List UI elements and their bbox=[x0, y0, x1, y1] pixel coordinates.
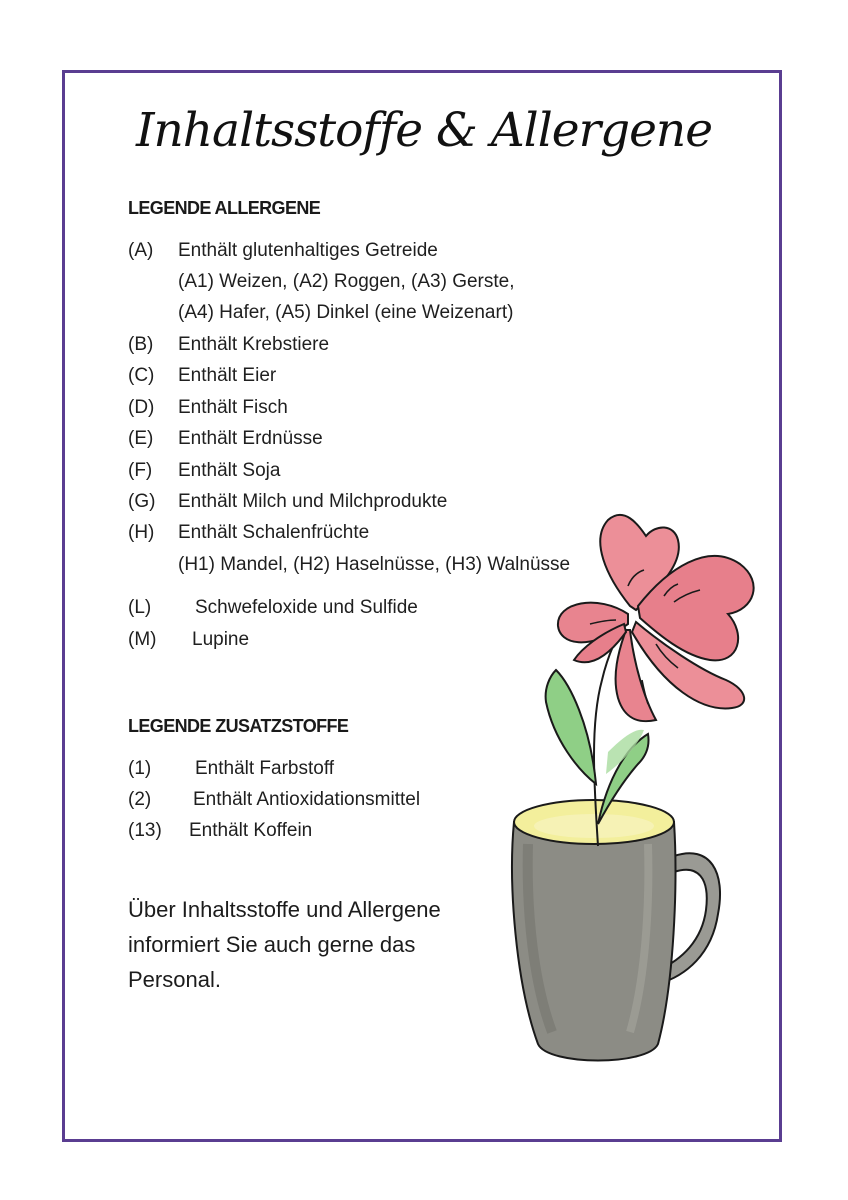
allergen-subtext: (A1) Weizen, (A2) Roggen, (A3) Gerste, bbox=[178, 271, 515, 292]
note-line: Personal. bbox=[128, 967, 221, 992]
allergen-text: Schwefeloxide und Sulfide bbox=[195, 597, 418, 618]
allergen-code: (M) bbox=[128, 629, 157, 650]
allergen-code: (B) bbox=[128, 334, 154, 355]
note-line: Über Inhaltsstoffe und Allergene bbox=[128, 897, 441, 922]
additive-code: (1) bbox=[128, 758, 152, 779]
additive-text: Enthält Farbstoff bbox=[195, 758, 335, 779]
allergen-subtext: (H1) Mandel, (H2) Haselnüsse, (H3) Walnüsse bbox=[178, 554, 571, 575]
additives-heading: LEGENDE ZUSATZSTOFFE bbox=[128, 716, 349, 736]
allergen-code: (L) bbox=[128, 597, 152, 618]
allergen-subtext: (A4) Hafer, (A5) Dinkel (eine Weizenart) bbox=[178, 302, 514, 323]
allergen-code: (D) bbox=[128, 397, 155, 418]
allergen-code: (F) bbox=[128, 460, 153, 481]
allergen-text: Lupine bbox=[192, 629, 250, 650]
allergen-text: Enthält Erdnüsse bbox=[178, 428, 323, 449]
note-line: informiert Sie auch gerne das bbox=[128, 932, 416, 957]
flower-petals bbox=[558, 515, 754, 721]
allergen-text: Enthält Eier bbox=[178, 365, 277, 386]
allergens-heading: LEGENDE ALLERGENE bbox=[128, 198, 321, 218]
additive-code: (13) bbox=[128, 820, 162, 841]
staff-info-note bbox=[128, 892, 488, 997]
flower-mug-illustration bbox=[478, 484, 778, 1078]
page-title: Inhaltsstoffe & Allergene bbox=[135, 103, 713, 158]
additive-text: Enthält Antioxidationsmittel bbox=[193, 789, 421, 810]
allergen-text: Enthält glutenhaltiges Getreide bbox=[178, 240, 438, 261]
allergen-text: Enthält Soja bbox=[178, 460, 281, 481]
allergen-text: Enthält Milch und Milchprodukte bbox=[178, 491, 448, 512]
leaf-left bbox=[546, 670, 596, 784]
allergen-text: Enthält Schalenfrüchte bbox=[178, 522, 370, 543]
allergen-code: (H) bbox=[128, 522, 155, 543]
allergen-code: (C) bbox=[128, 365, 155, 386]
additive-code: (2) bbox=[128, 789, 152, 810]
allergen-code: (A) bbox=[128, 240, 154, 261]
allergen-code: (E) bbox=[128, 428, 154, 449]
allergen-code: (G) bbox=[128, 491, 156, 512]
allergen-text: Enthält Krebstiere bbox=[178, 334, 330, 355]
additive-text: Enthält Koffein bbox=[189, 820, 313, 841]
allergen-text: Enthält Fisch bbox=[178, 397, 288, 418]
